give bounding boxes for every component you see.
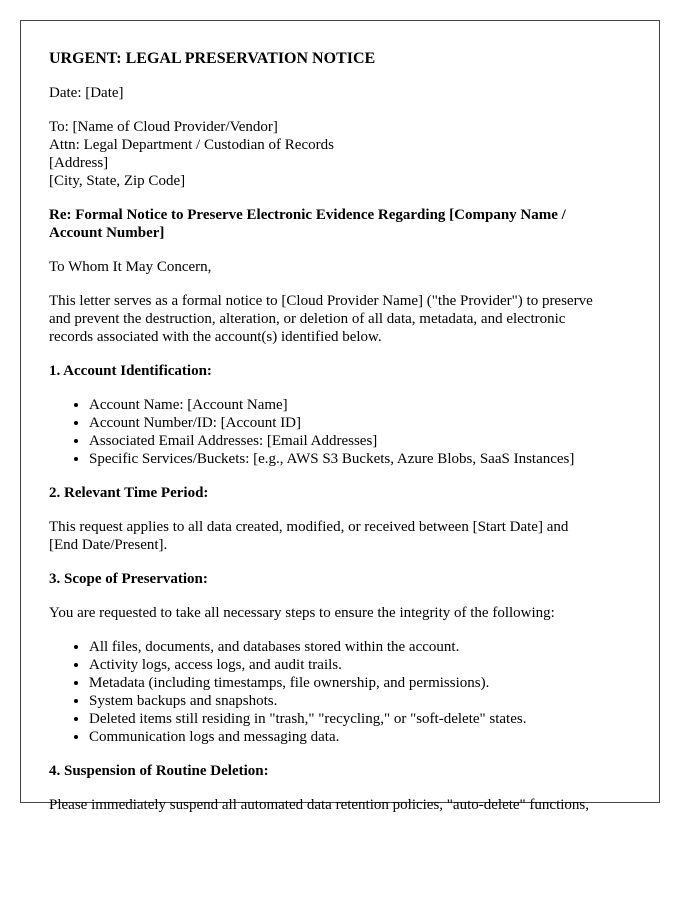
section-2-heading: 2. Relevant Time Period:: [49, 485, 209, 501]
list-item: • All files, documents, and databases stored within the account.: [89, 638, 639, 656]
list-item: • Account Number/ID: [Account ID]: [89, 414, 639, 432]
paragraph-line: [End Date/Present].: [49, 537, 168, 553]
recipient-city: [City, State, Zip Code]: [49, 173, 186, 189]
section-1-heading: 1. Account Identification:: [49, 363, 212, 379]
intro-line: This letter serves as a formal notice to [Cloud Provider Name] ("the Provider") to preserve: [49, 293, 593, 309]
re-line: [49, 206, 639, 242]
intro-line: records associated with the account(s) identified below.: [49, 329, 382, 345]
intro-paragraph: [49, 292, 639, 346]
list-item: • System backups and snapshots.: [89, 692, 639, 710]
recipient-address: [Address]: [49, 155, 109, 171]
re-line-1: Re: Formal Notice to Preserve Electronic Evidence Regarding [Company Name /: [49, 207, 566, 223]
intro-line: and prevent the destruction, alteration, or deletion of all data, metadata, and electronic: [49, 311, 566, 327]
list-item: • Activity logs, access logs, and audit trails.: [89, 656, 639, 674]
paragraph-line: This request applies to all data created, modified, or received between [Start Date] and: [49, 519, 569, 535]
account-identification-list: [49, 396, 639, 468]
time-period-paragraph: [49, 518, 639, 554]
salutation: To Whom It May Concern,: [49, 259, 212, 275]
list-item: • Metadata (including timestamps, file ownership, and permissions).: [89, 674, 639, 692]
list-item: • Deleted items still residing in "trash," "recycling," or "soft-delete" states.: [89, 710, 639, 728]
document-frame: [20, 20, 660, 813]
re-line-2: Account Number]: [49, 225, 165, 241]
recipient-attn: Attn: Legal Department / Custodian of Records: [49, 137, 334, 153]
recipient-block: [49, 118, 639, 190]
letter-body: [49, 50, 639, 814]
section-4-heading: 4. Suspension of Routine Deletion:: [49, 763, 269, 779]
list-item: • Account Name: [Account Name]: [89, 396, 639, 414]
section-3-heading: 3. Scope of Preservation:: [49, 571, 208, 587]
recipient-to: To: [Name of Cloud Provider/Vendor]: [49, 119, 278, 135]
scope-intro: You are requested to take all necessary steps to ensure the integrity of the following:: [49, 605, 555, 621]
suspension-paragraph-line: Please immediately suspend all automated data retention policies, "auto-delete" functions,: [49, 797, 589, 813]
letter-date: Date: [Date]: [49, 85, 124, 101]
list-item: • Communication logs and messaging data.: [89, 728, 639, 746]
letter-title: URGENT: LEGAL PRESERVATION NOTICE: [49, 50, 376, 67]
list-item: • Specific Services/Buckets: [e.g., AWS S3 Buckets, Azure Blobs, SaaS Instances]: [89, 450, 639, 468]
list-item: • Associated Email Addresses: [Email Addresses]: [89, 432, 639, 450]
preservation-scope-list: [49, 638, 639, 746]
